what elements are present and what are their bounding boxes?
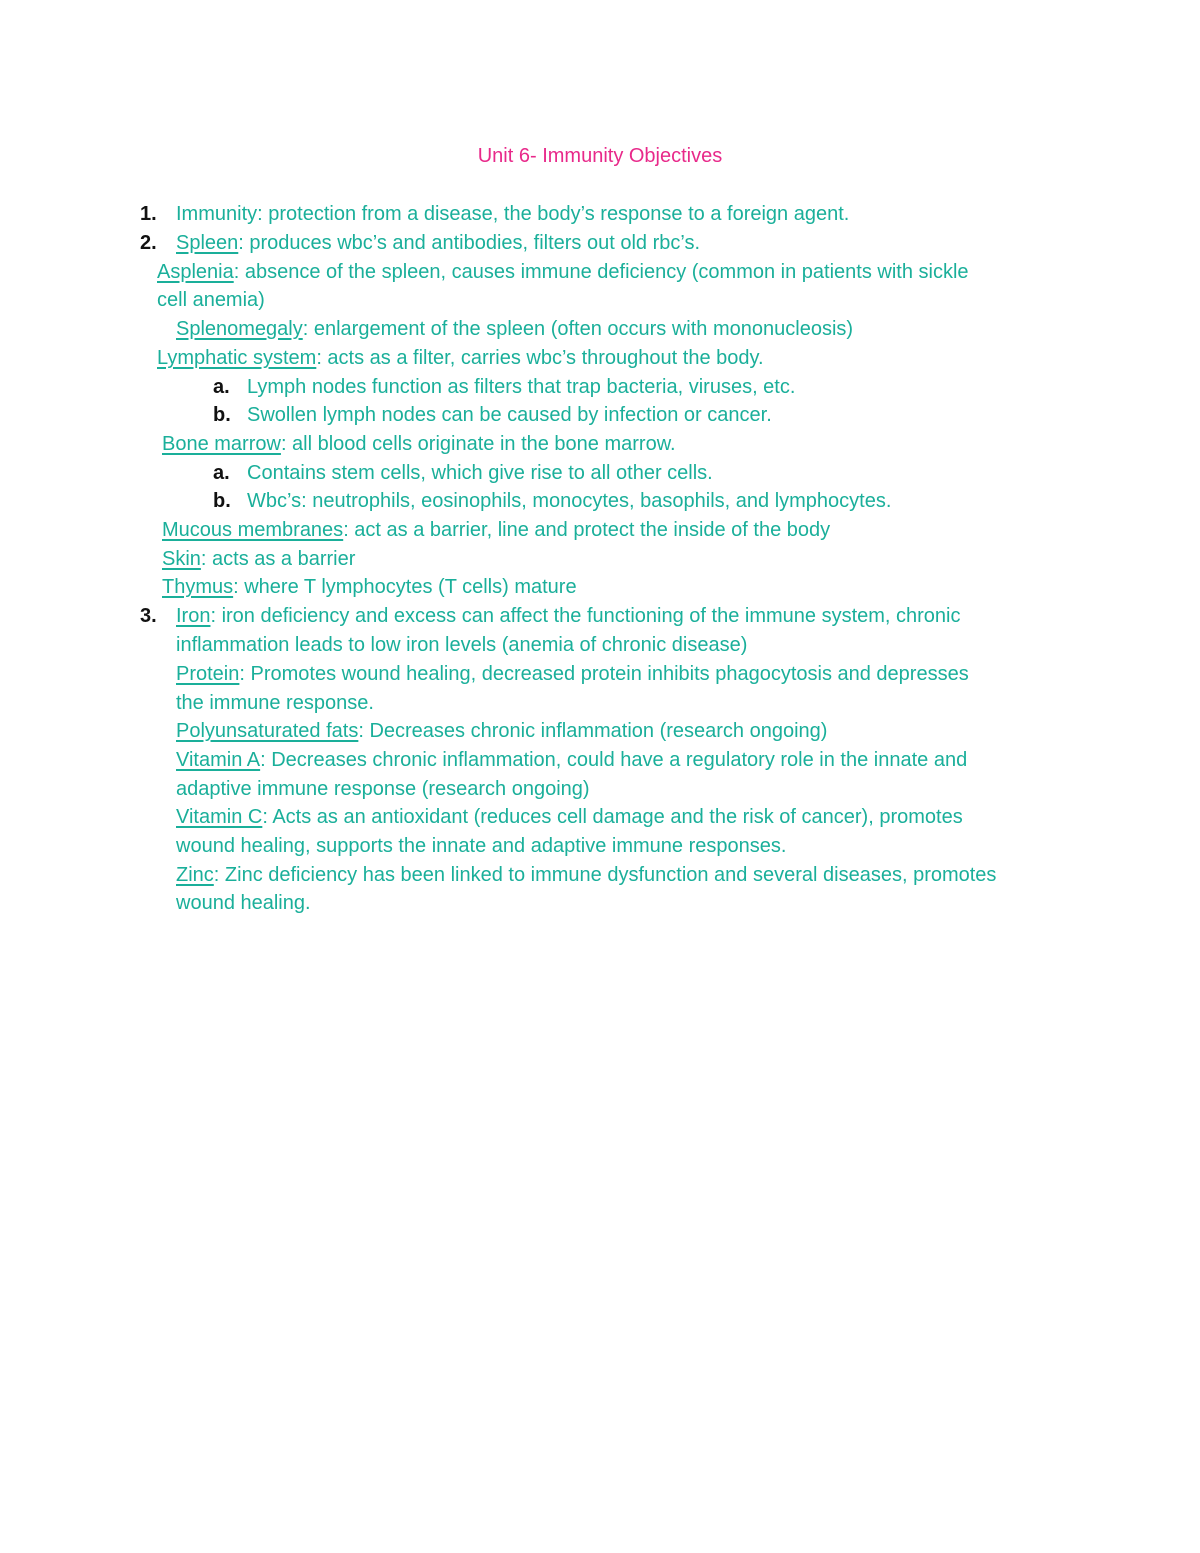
list-number-3: 3. bbox=[140, 605, 157, 627]
protein-entry bbox=[176, 660, 969, 688]
skin-entry bbox=[162, 545, 355, 573]
lymph-subitem-a: Lymph nodes function as filters that trap bacteria, viruses, etc. bbox=[247, 376, 796, 398]
list-letter-b: b. bbox=[213, 404, 231, 426]
list-letter-b: b. bbox=[213, 490, 231, 512]
iron-definition: : iron deficiency and excess can affect the functioning of the immune system, chronic bbox=[210, 605, 961, 627]
vitamin-a-term: Vitamin A bbox=[176, 749, 261, 771]
marrow-subitem-b: Wbc’s: neutrophils, eosinophils, monocytes, basophils, and lymphocytes. bbox=[247, 490, 892, 512]
list-letter-a: a. bbox=[213, 376, 230, 398]
protein-continuation: the immune response. bbox=[176, 692, 374, 714]
pufa-term: Polyunsaturated fats bbox=[176, 720, 359, 742]
mucous-entry bbox=[162, 516, 830, 544]
bone-marrow-entry bbox=[162, 430, 676, 458]
vitamin-c-continuation: wound healing, supports the innate and adaptive immune responses. bbox=[176, 835, 787, 857]
pufa-entry bbox=[176, 717, 827, 745]
spleen-definition: : produces wbc’s and antibodies, filters out old rbc’s. bbox=[238, 232, 701, 254]
asplenia-definition: : absence of the spleen, causes immune deficiency (common in patients with sickle bbox=[233, 261, 969, 283]
iron-entry bbox=[176, 602, 961, 630]
thymus-definition: : where T lymphocytes (T cells) mature bbox=[233, 576, 577, 598]
zinc-continuation: wound healing. bbox=[176, 892, 311, 914]
protein-definition: : Promotes wound healing, decreased protein inhibits phagocytosis and depresses bbox=[239, 663, 969, 685]
pufa-definition: : Decreases chronic inflammation (research ongoing) bbox=[358, 720, 828, 742]
asplenia-continuation: cell anemia) bbox=[157, 289, 265, 311]
lymphatic-entry bbox=[157, 344, 764, 372]
splenomegaly-term: Splenomegaly bbox=[176, 318, 303, 340]
iron-term: Iron bbox=[176, 605, 211, 627]
bone-marrow-definition: : all blood cells originate in the bone marrow. bbox=[280, 433, 676, 455]
list-number-1: 1. bbox=[140, 203, 157, 225]
protein-term: Protein bbox=[176, 663, 240, 685]
vitamin-a-definition: : Decreases chronic inflammation, could have a regulatory role in the innate and bbox=[260, 749, 968, 771]
list-number-2: 2. bbox=[140, 232, 157, 254]
vitamin-c-definition: : Acts as an antioxidant (reduces cell damage and the risk of cancer), promotes bbox=[262, 806, 963, 828]
bone-marrow-term: Bone marrow bbox=[162, 433, 281, 455]
lymph-subitem-b: Swollen lymph nodes can be caused by infection or cancer. bbox=[247, 404, 772, 426]
lymphatic-definition: : acts as a filter, carries wbc’s throughout the body. bbox=[316, 347, 764, 369]
mucous-definition: : act as a barrier, line and protect the inside of the body bbox=[343, 519, 831, 541]
zinc-definition: : Zinc deficiency has been linked to immune dysfunction and several diseases, promotes bbox=[213, 864, 997, 886]
iron-continuation: inflammation leads to low iron levels (anemia of chronic disease) bbox=[176, 634, 748, 656]
spleen-term: Spleen bbox=[176, 232, 239, 254]
thymus-entry bbox=[162, 573, 577, 601]
lymphatic-term: Lymphatic system bbox=[157, 347, 317, 369]
list-letter-a: a. bbox=[213, 462, 230, 484]
asplenia-term: Asplenia bbox=[157, 261, 234, 283]
vitamin-c-entry bbox=[176, 803, 963, 831]
thymus-term: Thymus bbox=[162, 576, 234, 598]
document-title: Unit 6- Immunity Objectives bbox=[477, 145, 723, 167]
splenomegaly-entry bbox=[176, 315, 853, 343]
zinc-term: Zinc bbox=[176, 864, 214, 886]
zinc-entry bbox=[176, 861, 996, 889]
immunity-definition: Immunity: protection from a disease, the body’s response to a foreign agent. bbox=[176, 203, 850, 225]
marrow-subitem-a: Contains stem cells, which give rise to all other cells. bbox=[247, 462, 713, 484]
splenomegaly-definition: : enlargement of the spleen (often occurs with mononucleosis) bbox=[302, 318, 854, 340]
skin-term: Skin bbox=[162, 548, 201, 570]
skin-definition: : acts as a barrier bbox=[200, 548, 356, 570]
asplenia-entry bbox=[157, 258, 969, 286]
vitamin-a-continuation: adaptive immune response (research ongoing) bbox=[176, 778, 590, 800]
vitamin-c-term: Vitamin C bbox=[176, 806, 263, 828]
spleen-entry bbox=[176, 229, 700, 257]
vitamin-a-entry bbox=[176, 746, 967, 774]
mucous-term: Mucous membranes bbox=[162, 519, 344, 541]
